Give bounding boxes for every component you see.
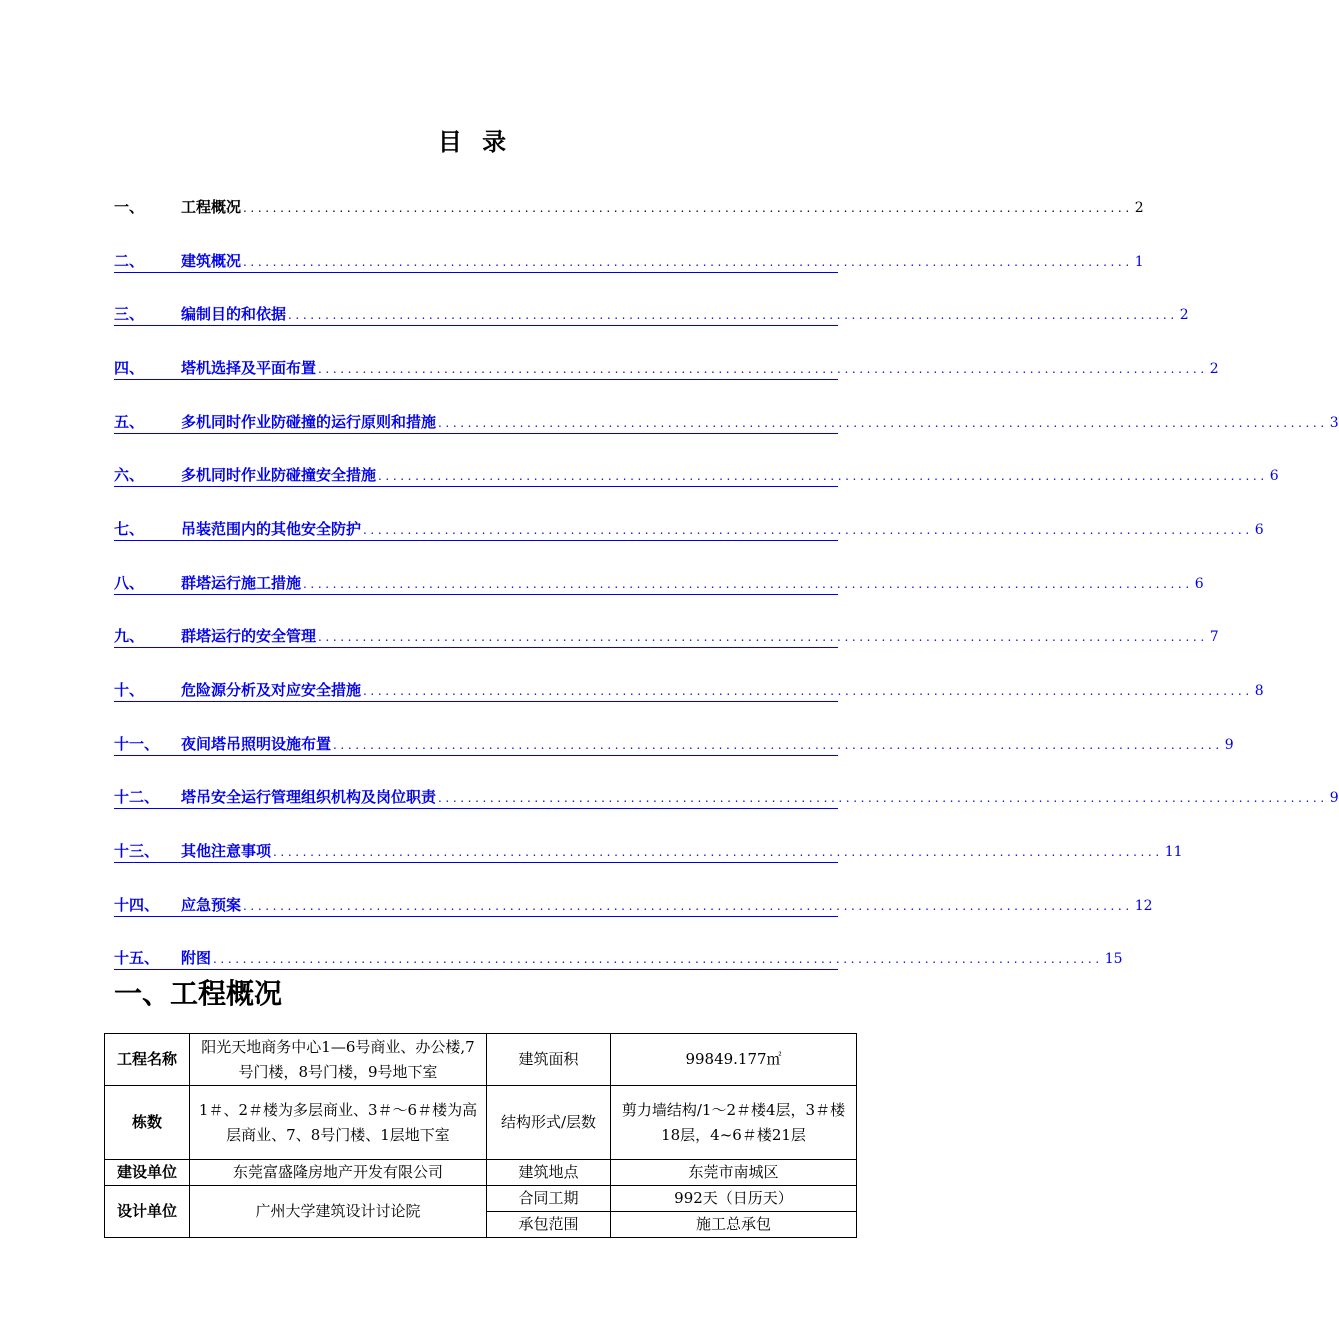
- toc-entry-12[interactable]: [114, 786, 1339, 809]
- toc-entry-page: 9: [1224, 737, 1234, 753]
- toc-dot-leader: ........................................................................................................................: [243, 255, 1133, 269]
- toc-entry-number: 三、: [114, 305, 145, 323]
- table-row: [105, 1186, 857, 1212]
- toc-entry-page: 15: [1104, 951, 1123, 967]
- toc-entry-page: 8: [1254, 683, 1264, 699]
- toc-entry-number: 六、: [114, 466, 145, 484]
- toc-entry-number: 七、: [114, 520, 145, 538]
- project-info-table: [104, 1033, 857, 1238]
- toc-entry-label: 多机同时作业防碰撞安全措施: [181, 466, 377, 484]
- developer-value: 东莞富盛隆房地产开发有限公司: [190, 1160, 487, 1186]
- toc-entry-number: 十、: [114, 681, 145, 699]
- toc-entry-page: 6: [1269, 468, 1279, 484]
- toc-entry-label: 多机同时作业防碰撞的运行原则和措施: [181, 413, 437, 431]
- toc-entry-label: 塔吊安全运行管理组织机构及岗位职责: [181, 788, 437, 806]
- structure-label: 结构形式/层数: [487, 1086, 611, 1160]
- toc-entry-page: 2: [1209, 361, 1219, 377]
- toc-entry-page: 12: [1134, 898, 1153, 914]
- toc-entry-label: 危险源分析及对应安全措施: [181, 681, 362, 699]
- toc-dot-leader: ........................................................................................................................: [273, 845, 1163, 859]
- toc-entry-label: 编制目的和依据: [181, 305, 287, 323]
- table-row: [105, 1160, 857, 1186]
- toc-entry-number: 十四、: [114, 896, 160, 914]
- toc-entry-7[interactable]: [114, 518, 1264, 541]
- location-label: 建筑地点: [487, 1160, 611, 1186]
- buildings-label: 栋数: [105, 1086, 190, 1160]
- toc-entry-3[interactable]: [114, 303, 1189, 326]
- toc-entry-number: 八、: [114, 574, 145, 592]
- toc-entry-label: 夜间塔吊照明设施布置: [181, 735, 332, 753]
- toc-dot-leader: ........................................................................................................................: [333, 738, 1223, 752]
- scope-label: 承包范围: [487, 1212, 611, 1238]
- toc-dot-leader: ........................................................................................................................: [213, 952, 1103, 966]
- toc-entry-label: 工程概况: [181, 198, 242, 216]
- toc-dot-leader: ........................................................................................................................: [438, 416, 1328, 430]
- toc-entry-13[interactable]: [114, 840, 1183, 863]
- buildings-value: 1＃、2＃楼为多层商业、3＃～6＃楼为高层商业、7、8号门楼、1层地下室: [190, 1086, 487, 1160]
- area-value: 99849.177㎡: [611, 1034, 857, 1086]
- toc-entry-page: 6: [1194, 576, 1204, 592]
- toc-entry-4[interactable]: [114, 357, 1219, 380]
- toc-entry-page: 1: [1134, 254, 1144, 270]
- toc-entry-number: 十五、: [114, 949, 160, 967]
- project-name-value: 阳光天地商务中心1—6号商业、办公楼,7号门楼，8号门楼，9号地下室: [190, 1034, 487, 1086]
- section-heading: 一、工程概况: [114, 977, 283, 1010]
- area-label: 建筑面积: [487, 1034, 611, 1086]
- toc-entry-label: 吊装范围内的其他安全防护: [181, 520, 362, 538]
- location-value: 东莞市南城区: [611, 1160, 857, 1186]
- toc-entry-11[interactable]: [114, 733, 1234, 756]
- toc-entry-2[interactable]: [114, 250, 1144, 273]
- toc-entry-label: 建筑概况: [181, 252, 242, 270]
- toc-entry-10[interactable]: [114, 679, 1264, 702]
- toc-entry-number: 九、: [114, 627, 145, 645]
- toc-entry-9[interactable]: [114, 625, 1219, 648]
- toc-entry-5[interactable]: [114, 411, 1339, 434]
- toc-entry-number: 十三、: [114, 842, 160, 860]
- toc-dot-leader: ........................................................................................................................: [318, 362, 1208, 376]
- structure-value: 剪力墙结构/1～2＃楼4层，3＃楼18层，4~6＃楼21层: [611, 1086, 857, 1160]
- toc-dot-leader: ........................................................................................................................: [318, 630, 1208, 644]
- designer-label: 设计单位: [105, 1186, 190, 1238]
- toc-dot-leader: ........................................................................................................................: [303, 577, 1193, 591]
- toc-entry-label: 塔机选择及平面布置: [181, 359, 317, 377]
- toc-dot-leader: ........................................................................................................................: [378, 469, 1268, 483]
- toc-entry-label: 群塔运行的安全管理: [181, 627, 317, 645]
- toc-entry-label: 附图: [181, 949, 212, 967]
- table-row: [105, 1086, 857, 1160]
- toc-entry-page: 3: [1329, 415, 1339, 431]
- toc-dot-leader: ........................................................................................................................: [363, 684, 1253, 698]
- toc-dot-leader: ........................................................................................................................: [288, 308, 1178, 322]
- toc-dot-leader: ........................................................................................................................: [438, 791, 1328, 805]
- toc-entry-label: 其他注意事项: [181, 842, 272, 860]
- toc-entry-page: 7: [1209, 629, 1219, 645]
- toc-entry-15[interactable]: [114, 947, 1123, 970]
- toc-entry-page: 2: [1134, 200, 1144, 216]
- scope-value: 施工总承包: [611, 1212, 857, 1238]
- toc-entry-8[interactable]: [114, 572, 1204, 595]
- toc-entry-label: 应急预案: [181, 896, 242, 914]
- period-label: 合同工期: [487, 1186, 611, 1212]
- toc-entry-number: 一、: [114, 198, 145, 216]
- toc-entry-1[interactable]: [114, 196, 1144, 218]
- toc-entry-page: 6: [1254, 522, 1264, 538]
- toc-entry-number: 四、: [114, 359, 145, 377]
- toc-dot-leader: ........................................................................................................................: [363, 523, 1253, 537]
- developer-label: 建设单位: [105, 1160, 190, 1186]
- period-value: 992天（日历天）: [611, 1186, 857, 1212]
- table-row: [105, 1034, 857, 1086]
- toc-entry-number: 十二、: [114, 788, 160, 806]
- toc-entry-page: 11: [1164, 844, 1183, 860]
- toc-title: 目 录: [437, 128, 513, 156]
- toc-entry-number: 十一、: [114, 735, 160, 753]
- toc-dot-leader: ........................................................................................................................: [243, 899, 1133, 913]
- toc-entry-number: 五、: [114, 413, 145, 431]
- designer-value: 广州大学建筑设计讨论院: [190, 1186, 487, 1238]
- toc-entry-6[interactable]: [114, 464, 1279, 487]
- toc-entry-label: 群塔运行施工措施: [181, 574, 302, 592]
- toc-entry-number: 二、: [114, 252, 145, 270]
- toc-entry-14[interactable]: [114, 894, 1153, 917]
- toc-dot-leader: ........................................................................................................................: [243, 201, 1133, 215]
- toc-entry-page: 9: [1329, 790, 1339, 806]
- toc-entry-page: 2: [1179, 307, 1189, 323]
- project-name-label: 工程名称: [105, 1034, 190, 1086]
